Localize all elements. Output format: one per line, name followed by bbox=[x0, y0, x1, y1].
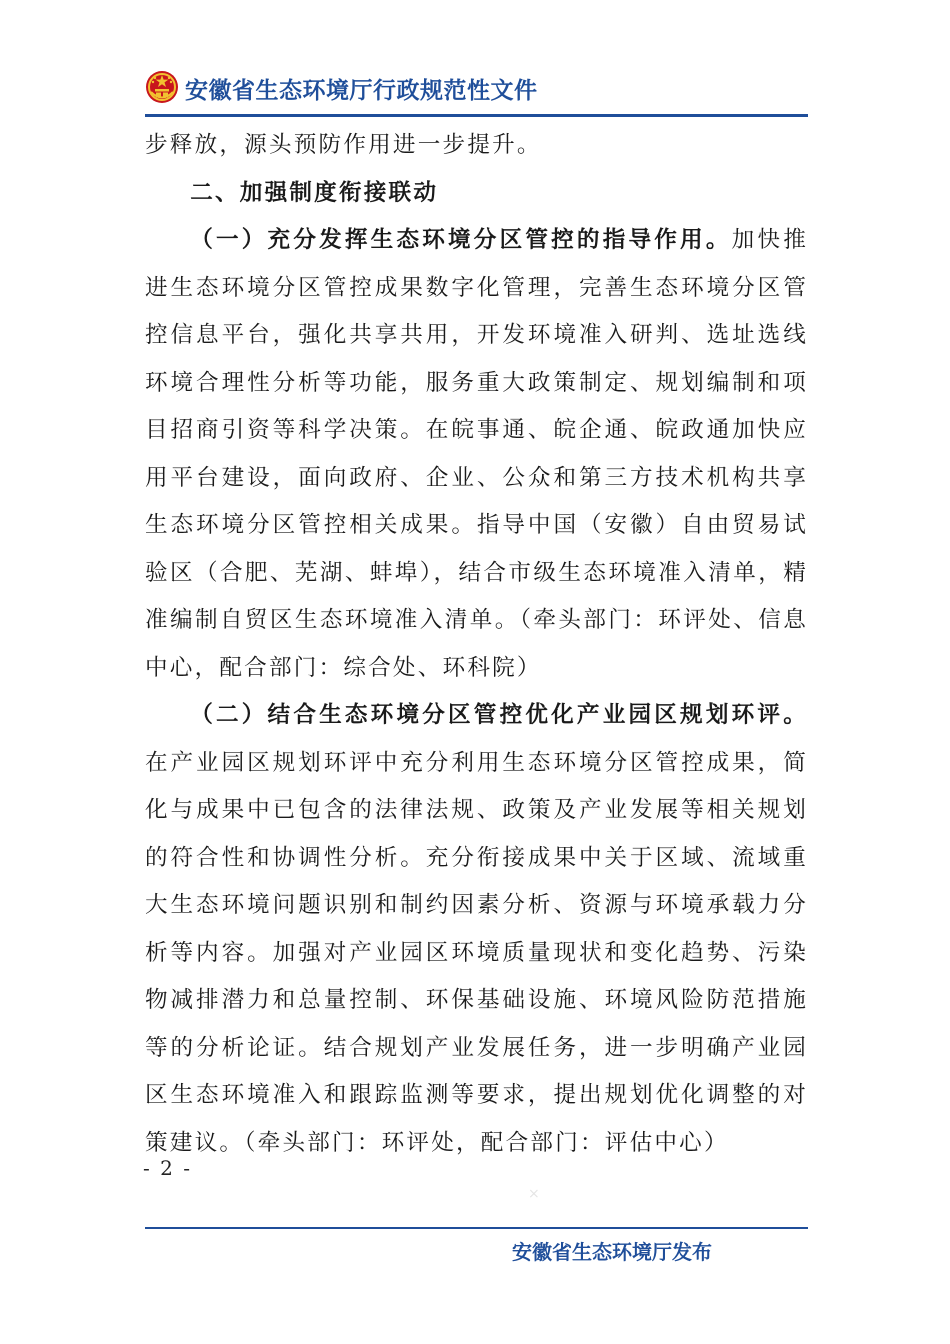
paragraph-2-text: 在产业园区规划环评中充分利用生态环境分区管控成果，简化与成果中已包含的法律法规、政策及产业发展等相关规划的符合性和协调性分析。充分衔接成果中关于区域、流域重大生态环境问题识别和制约因素分析、资源与环境承载力分析等内容。加强对产业园区环境质量现状和变化趋势、污染物减排潜力和总量控制、环保基础设施、环境风险防范措施等的分析论证。结合规划产业发展任务，进一步明确产业园区生态环境准入和跟踪监测等要求，提出规划优化调整的对策建议。（牵头部门：环评处，配合部门：评估中心） bbox=[145, 749, 808, 1156]
footer-publisher: 安徽省生态环境厅发布 bbox=[512, 1240, 712, 1264]
paragraph-continuation: 步释放，源头预防作用进一步提升。 bbox=[145, 132, 542, 158]
document-header bbox=[145, 68, 808, 114]
paragraph-1-text: 加快推进生态环境分区管控成果数字化管理，完善生态环境分区管控信息平台，强化共享共用，开发环境准入研判、选址选线环境合理性分析等功能，服务重大政策制定、规划编制和项目招商引资等科学决策。在皖事通、皖企通、皖政通加快应用平台建设，面向政府、企业、公众和第三方技术机构共享生态环境分区管控相关成果。指导中国（安徽）自由贸易试验区（合肥、芜湖、蚌埠），结合市级生态环境准入清单，精准编制自贸区生态环境准入清单。（牵头部门：环评处、信息中心，配合部门：综合处、环科院） bbox=[145, 227, 809, 681]
page-number: - 2 - bbox=[143, 1156, 192, 1180]
document-header-title: 安徽省生态环境厅行政规范性文件 bbox=[185, 78, 538, 104]
footer-divider bbox=[145, 1227, 808, 1229]
document-body bbox=[145, 122, 808, 1167]
scan-artifact-icon: × bbox=[528, 1186, 540, 1202]
paragraph-2-title: （二）结合生态环境分区管控优化产业园区规划环评。 bbox=[190, 702, 808, 728]
national-emblem-icon bbox=[145, 70, 179, 104]
section-heading: 二、加强制度衔接联动 bbox=[190, 179, 439, 206]
paragraph-2 bbox=[145, 692, 808, 1167]
header-divider bbox=[145, 114, 808, 117]
paragraph-1-title: （一）充分发挥生态环境分区管控的指导作用。 bbox=[190, 227, 732, 253]
paragraph-1 bbox=[145, 217, 808, 692]
